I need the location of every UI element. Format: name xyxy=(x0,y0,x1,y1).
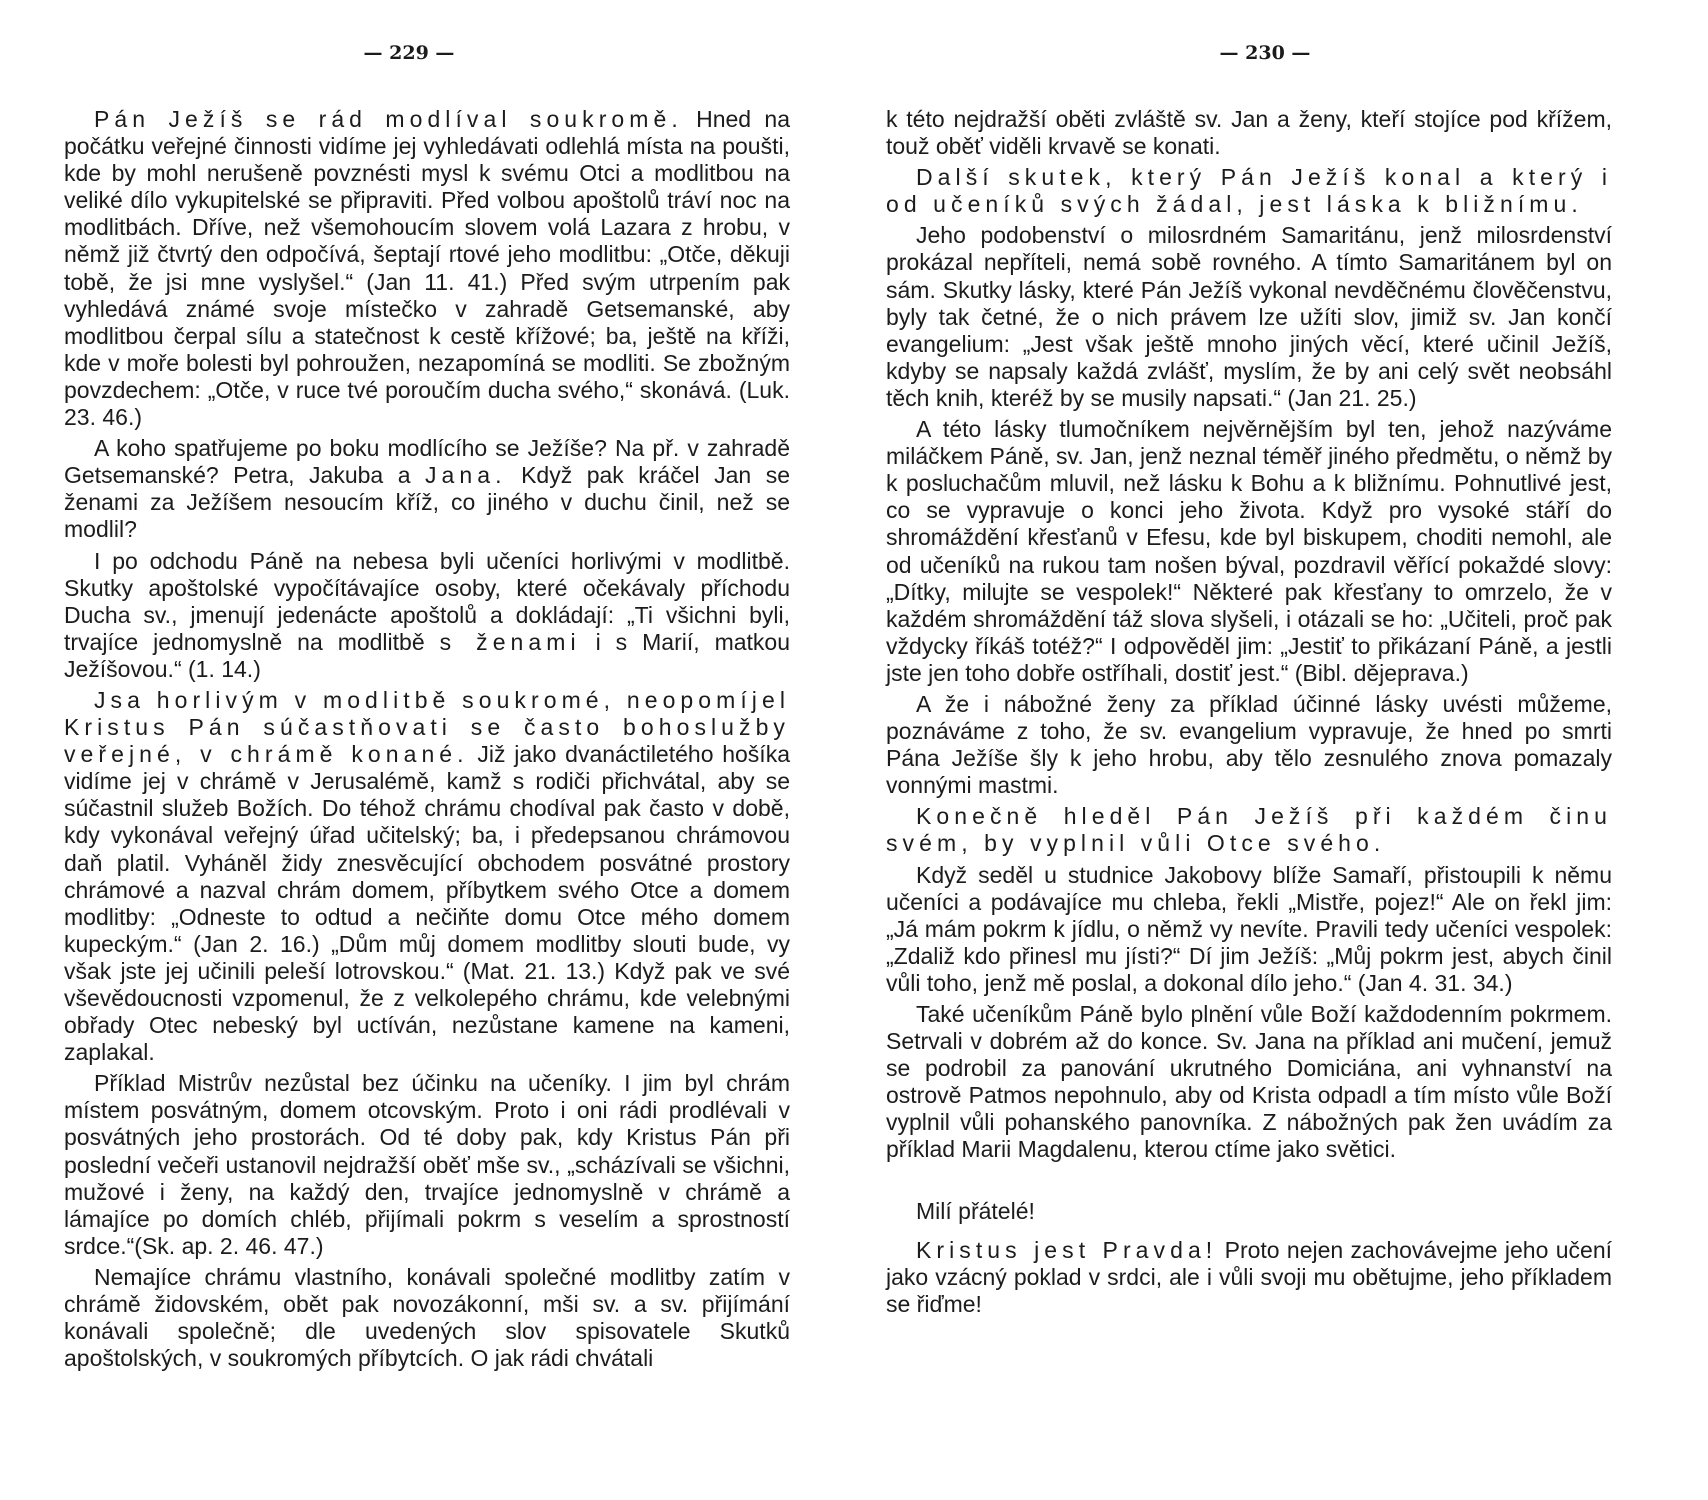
spacer xyxy=(886,1229,1612,1237)
right-page-text xyxy=(886,106,1612,1322)
paragraph-text: Již jako dvanáctiletého hošíka vidíme jej v chrámě v Jerusalémě, kamž s rodiči přichvátal, aby se súčastnil služeb Božích. Do téhož chrámu chodíval pak často v době, kdy vykonával veřejný úřad učitelský; ba, i předepsanou chrámovou daň platil. Vyháněl židy znesvěcující obchodem posvátné prostory chrámové a nazval chrám domem, příbytkem svého Otce a domem modlitby: „Odneste to odtud a nečiňte domu Otce mého domem kupeckým.“ (Jan 2. 16.) „Dům můj domem modlitby slouti bude, vy však jste jej učinili peleší lotrovskou.“ (Mat. 21. 13.) Když pak ve své vševědoucnosti vzpomenul, že z velkolepého chrámu, kde velebnými obřady Otec nebeský byl uctíván, nezůstane kamene na kameni, zaplakal. xyxy=(64,741,790,1066)
spaced-emphasis: Jsa horlivým v modlitbě soukromé, neopomíjel Kristus Pán súčastňovati se často bohoslužby veřejné, v chrámě konané. xyxy=(64,686,790,768)
paragraph-text: I po odchodu Páně na nebesa byli učeníci horlivými v modlitbě. Skutky apoštolské vypočítávajíce osoby, které očekávaly příchodu Ducha sv., jmenují jedenácte apoštolů a dokládají: „Ti všichni byli, trvajíce jednomyslně na modlitbě xyxy=(64,547,790,655)
spaced-emphasis: Jana. xyxy=(425,462,507,489)
paragraph-text: Když pak kráčel Jan se ženami za Ježíšem nesoucím kříž, co jiného v duchu činil, než se modlil? xyxy=(64,462,790,543)
salutation: Milí přátelé! xyxy=(916,1197,1035,1224)
paragraph xyxy=(64,106,790,431)
paragraph-text: Hned na počátku veřejné činnosti vidíme jej vyhledávati odlehlá místa na poušti, kde by mohl nerušeně povznésti mysl k svému Otci a modlitbou na veliké dílo vykupitelské se připraviti. Před volbou apoštolů tráví noc na modlitbách. Dříve, než všemohoucím slovem volá Lazara z hrobu, v němž již čtvrtý den odpočívá, šeptají rtové jeho modlitbu: „Otče, děkuji tobě, že jsi mne vyslyšel.“ (Jan 11. 41.) Před svým utrpením pak vyhledává známé svoje místečko v zahradě Getsemanské, aby modlitbou čerpal sílu a statečnost k cestě křížové; ba, ještě na kříži, kde v moře bolesti byl pohroužen, nezapomíná se modliti. Se zbožným povzdechem: „Otče, v ruce tvé poroučím ducha svého,“ skonává. (Luk. 23. 46.) xyxy=(64,106,790,431)
paragraph xyxy=(886,803,1612,857)
paragraph: Příklad Mistrův nezůstal bez účinku na učeníky. I jim byl chrám místem posvátným, domem otcovským. Proto i oni rádi prodlévali v posvátných jeho prostorách. Od té doby pak, kdy Kristus Pán při poslední večeři ustanovil nejdražší oběť mše sv., „scházívali se všichni, mužové i ženy, na každý den, trvajíce jednomyslně v chrámě a lámajíce po domích chléb, přijímali pokrm s veselím a sprostností srdce.“(Sk. ap. 2. 46. 47.) xyxy=(64,1070,790,1259)
right-page xyxy=(854,0,1708,1500)
paragraph xyxy=(886,164,1612,218)
paragraph xyxy=(64,435,790,543)
spacer xyxy=(886,1168,1612,1198)
paragraph xyxy=(64,548,790,683)
spaced-emphasis: Konečně hleděl Pán Ježíš při každém činu svém, by vyplnil vůli Otce svého. xyxy=(886,803,1612,857)
paragraph: A že i nábožné ženy za příklad účinné lásky uvésti můžeme, poznáváme z toho, že sv. evangelium vypravuje, že hned po smrti Pána Ježíše šly k jeho hrobu, aby tělo zesnulého znova pomazaly vonnými mastmi. xyxy=(886,690,1612,799)
page-number: — 229 — xyxy=(363,42,455,64)
left-page-text xyxy=(64,106,790,1376)
paragraph xyxy=(886,1237,1612,1318)
paragraph-text: i s Marií, matkou Ježíšovou.“ (1. 14.) xyxy=(64,628,790,682)
paragraph: k této nejdražší oběti zvláště sv. Jan a ženy, kteří stojíce pod křížem, touž oběť viděli krvavě se konati. xyxy=(886,106,1612,160)
paragraph: Když seděl u studnice Jakobovy blíže Samaří, přistoupili k němu učeníci a podávajíce mu chleba, řekli „Mistře, pojez!“ Ale on řekl jim: „Já mám pokrm k jídlu, o němž vy nevíte. Pravili tedy učeníci vespolek: „Zdaliž kdo přinesl mu jísti?“ Dí jim Ježíš: „Můj pokrm jest, abych činil vůli toho, jenž mě poslal, a dokonal dílo jeho.“ (Jan 4. 31. 34.) xyxy=(886,861,1612,996)
paragraph xyxy=(64,687,790,1066)
spaced-emphasis: Pán Ježíš se rád modlíval soukromě. xyxy=(94,106,683,132)
spaced-emphasis: s ženami xyxy=(439,628,581,655)
paragraph: Jeho podobenství o milosrdném Samaritánu, jenž milosrdenství prokázal nepříteli, nemá sobě rovného. A tímto Samaritánem byl on sám. Skutky lásky, které Pán Ježíš vykonal nevděčnému člověčenstvu, byly tak četné, že o nich právem lze užíti slov, jimiž sv. Jan končí evangelium: „Jest však ještě mnoho jiných věcí, které učinil Ježíš, kdyby se napsaly každá zvlášť, myslím, že by ani celý svět neobsáhl těch knih, kteréž by se musily napsati.“ (Jan 21. 25.) xyxy=(886,222,1612,411)
paragraph: A této lásky tlumočníkem nejvěrnějším byl ten, jehož nazýváme miláčkem Páně, sv. Jan, jenž neznal téměř jiného předmětu, o němž by k posluchačům mluvil, než lásku k Bohu a k bližnímu. Pohnutlivé jest, co se vypravuje o konci jeho života. Když pro vysoké stáří do shromáždění křesťanů v Efesu, kde byl biskupem, choditi nemohl, ale od učeníků na rukou tam nošen býval, pozdravil věřící pokaždé slovy: „Dítky, milujte se vespolek!“ Některé pak křesťany to omrzelo, že v každém shromáždění táž slova slyšeli, i otázali se ho: „Učiteli, proč pak vždycky říkáš totéž?“ I odpověděl jim: „Jestiť to přikázaní Páně, a jestli jste jen toho dobře ostříhali, dostiť jest.“ (Bibl. dějeprava.) xyxy=(886,416,1612,686)
spaced-emphasis: Další skutek, který Pán Ježíš konal a který i od učeníků svých žádal, jest láska k bližnímu. xyxy=(886,164,1612,218)
spaced-emphasis: Kristus jest Pravda! xyxy=(916,1236,1218,1263)
paragraph: Také učeníkům Páně bylo plnění vůle Boží každodenním pokrmem. Setrvali v dobrém až do konce. Sv. Jana na příklad ani mučení, jemuž se podrobil za panování ukrutného Domiciána, ani vyhnanství na ostrově Patmos nepohnulo, aby od Krista odpadl a tím místo vůle Boží vyplnil vůli pohanského panovníka. Z nábožných pak žen uvádím za příklad Marii Magdalenu, kterou ctíme jako světici. xyxy=(886,1001,1612,1163)
paragraph: Nemajíce chrámu vlastního, konávali společné modlitby zatím v chrámě židovském, obět pak novozákonní, mši sv. a sv. přijímání konávali společně; dle uvedených slov spisovatele Skutků apoštolských, v soukromých příbytcích. O jak rádi chvátali xyxy=(64,1263,790,1372)
page-number: — 230 — xyxy=(1219,42,1311,64)
paragraph-text: A koho spatřujeme po boku modlícího se Ježíše? Na př. v zahradě Getsemanské? Petra, Jakuba a xyxy=(64,435,790,489)
paragraph-text: Proto nejen zachovávejme jeho učení jako vzácný poklad v srdci, ale i vůli svoji mu obětujme, jeho příkladem se řiďme! xyxy=(886,1236,1613,1317)
